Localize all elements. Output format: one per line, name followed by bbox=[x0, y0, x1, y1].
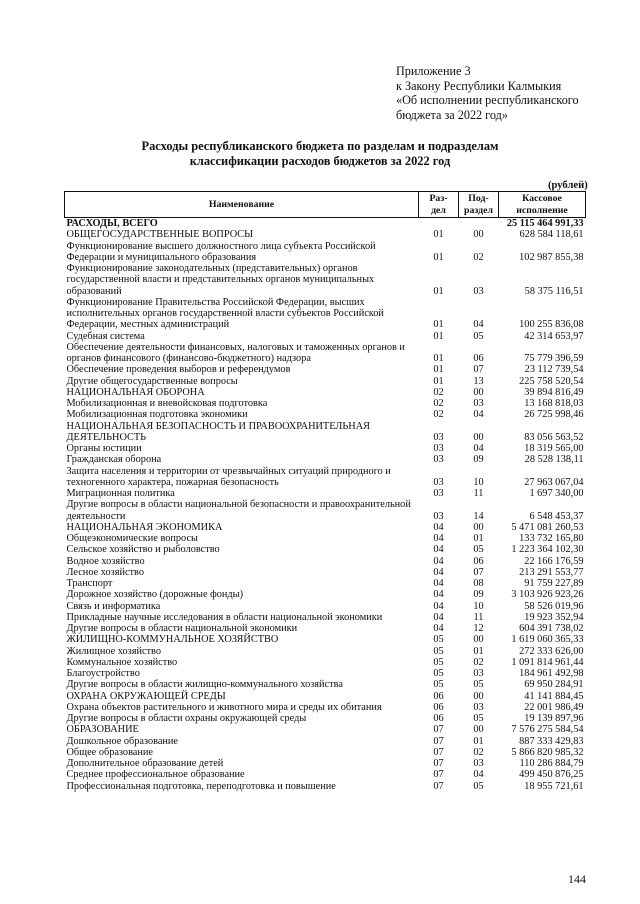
row-amount: 19 139 897,96 bbox=[524, 713, 584, 724]
header-subsection-text: Под- раздел bbox=[464, 193, 493, 216]
row-amount: 18 955 721,61 bbox=[524, 780, 584, 792]
table-row bbox=[65, 702, 586, 713]
row-section: 03 bbox=[433, 454, 444, 466]
row-name: Водное хозяйство bbox=[66, 555, 145, 567]
row-name: Мобилизационная и вневойсковая подготовка bbox=[66, 398, 268, 409]
table-row bbox=[65, 342, 586, 365]
row-section: 05 bbox=[433, 656, 444, 668]
header-name-text: Наименование bbox=[208, 198, 275, 210]
row-section: 07 bbox=[433, 769, 444, 781]
row-subsection: 05 bbox=[473, 780, 484, 792]
row-subsection bbox=[459, 218, 499, 230]
budget-table bbox=[64, 191, 586, 792]
row-name: Миграционная политика bbox=[66, 488, 175, 499]
row-amount: 272 333 626,00 bbox=[519, 645, 584, 657]
row-name: Дополнительное образование детей bbox=[66, 758, 224, 769]
row-name: Функционирование Правительства Российской Федерации, высших исполнительных органов государственной власти субъектов Российской Федерации, местных администраций bbox=[66, 296, 384, 331]
row-section: 04 bbox=[433, 578, 444, 589]
table-row bbox=[65, 331, 586, 342]
row-section: 04 bbox=[433, 533, 444, 544]
row-section: 03 bbox=[433, 476, 444, 488]
row-subsection: 13 bbox=[473, 375, 484, 387]
table-row bbox=[65, 657, 586, 668]
row-amount: 3 103 926 923,26 bbox=[511, 589, 584, 601]
row-subsection: 05 bbox=[473, 330, 484, 342]
row-name: Обеспечение проведения выборов и референдумов bbox=[66, 364, 291, 376]
table-row bbox=[65, 218, 586, 230]
row-amount: 213 291 553,77 bbox=[519, 566, 584, 578]
table-body bbox=[65, 218, 586, 792]
row-amount: 604 391 738,02 bbox=[519, 623, 584, 634]
row-amount: 887 333 429,83 bbox=[519, 735, 584, 747]
row-subsection: 03 bbox=[473, 668, 484, 679]
table-row bbox=[65, 747, 586, 758]
row-name: Мобилизационная подготовка экономики bbox=[66, 409, 248, 421]
table-row bbox=[65, 443, 586, 454]
row-section: 07 bbox=[433, 758, 444, 769]
row-subsection: 00 bbox=[473, 634, 484, 646]
table-row bbox=[65, 691, 586, 702]
row-subsection: 14 bbox=[473, 510, 484, 522]
row-amount: 13 168 818,03 bbox=[524, 398, 584, 409]
table-row bbox=[65, 713, 586, 724]
row-name: Связь и информатика bbox=[66, 600, 161, 612]
row-amount: 100 255 836,08 bbox=[519, 319, 584, 331]
row-name: Другие общегосударственные вопросы bbox=[66, 375, 238, 387]
row-section: 03 bbox=[433, 431, 444, 443]
row-subsection: 01 bbox=[473, 735, 484, 747]
row-amount: 83 056 563,52 bbox=[524, 431, 584, 443]
row-amount: 499 450 876,25 bbox=[519, 769, 584, 781]
row-subsection: 07 bbox=[473, 364, 484, 376]
row-section: 04 bbox=[433, 589, 444, 601]
title-line-1: Расходы республиканского бюджета по разделам и подразделам bbox=[141, 139, 499, 153]
row-subsection: 02 bbox=[473, 251, 484, 263]
table-row bbox=[65, 623, 586, 634]
table-row bbox=[65, 646, 586, 657]
row-subsection: 06 bbox=[473, 555, 484, 567]
table-row bbox=[65, 421, 586, 444]
row-section: 02 bbox=[433, 398, 444, 409]
appendix-note bbox=[396, 64, 579, 122]
row-subsection: 11 bbox=[473, 611, 484, 623]
row-subsection: 11 bbox=[473, 488, 484, 499]
row-subsection: 09 bbox=[473, 454, 484, 466]
header-section-text: Раз- дел bbox=[429, 193, 448, 216]
row-name: ОБРАЗОВАНИЕ bbox=[66, 724, 139, 736]
table-row bbox=[65, 668, 586, 679]
table-row bbox=[65, 364, 586, 375]
row-amount: 41 141 884,45 bbox=[524, 690, 584, 702]
row-name: Профессиональная подготовка, переподготовка и повышение bbox=[66, 780, 336, 792]
table-row bbox=[65, 781, 586, 792]
table-row bbox=[65, 499, 586, 522]
row-subsection: 00 bbox=[473, 229, 484, 241]
row-name: ОХРАНА ОКРУЖАЮЩЕЙ СРЕДЫ bbox=[66, 690, 226, 702]
row-amount: 1 619 060 365,33 bbox=[511, 634, 584, 646]
row-section: 02 bbox=[433, 409, 444, 421]
row-amount: 133 732 165,80 bbox=[519, 533, 584, 544]
row-name: Органы юстиции bbox=[66, 443, 142, 454]
row-amount: 58 526 019,96 bbox=[524, 600, 584, 612]
row-subsection: 10 bbox=[473, 600, 484, 612]
row-section: 01 bbox=[433, 285, 444, 297]
row-name: Благоустройство bbox=[66, 668, 140, 679]
row-section: 03 bbox=[433, 510, 444, 522]
row-amount: 102 987 855,38 bbox=[519, 251, 584, 263]
table-row bbox=[65, 241, 586, 264]
row-amount: 5 866 820 985,32 bbox=[511, 746, 584, 758]
row-name: Сельское хозяйство и рыболовство bbox=[66, 544, 220, 556]
row-section: 04 bbox=[433, 555, 444, 567]
row-subsection: 04 bbox=[473, 443, 484, 454]
row-subsection: 10 bbox=[473, 476, 484, 488]
table-row bbox=[65, 544, 586, 555]
row-subsection: 04 bbox=[473, 409, 484, 421]
row-section: 04 bbox=[433, 566, 444, 578]
row-section: 02 bbox=[433, 386, 444, 398]
row-amount: 1 091 814 961,44 bbox=[511, 656, 584, 668]
row-name: ОБЩЕГОСУДАРСТВЕННЫЕ ВОПРОСЫ bbox=[66, 229, 254, 241]
row-name: Обеспечение деятельности финансовых, налоговых и таможенных органов и органов финансового (финансово-бюджетного) надзора bbox=[66, 341, 405, 364]
row-section: 04 bbox=[433, 623, 444, 634]
row-subsection: 09 bbox=[473, 589, 484, 601]
row-amount: 39 894 816,49 bbox=[524, 386, 584, 398]
row-amount: 42 314 653,97 bbox=[524, 330, 584, 342]
header-amount bbox=[499, 192, 586, 218]
row-section: 05 bbox=[433, 645, 444, 657]
table-row bbox=[65, 634, 586, 645]
row-section bbox=[419, 218, 459, 230]
row-name: Транспорт bbox=[66, 578, 113, 589]
units-label: (рублей) bbox=[548, 180, 588, 191]
table-header-row bbox=[65, 192, 586, 218]
row-subsection: 07 bbox=[473, 566, 484, 578]
row-section: 01 bbox=[433, 353, 444, 364]
row-name: Дошкольное образование bbox=[66, 735, 179, 747]
table-row bbox=[65, 398, 586, 409]
document-title bbox=[0, 139, 640, 169]
table-row bbox=[65, 612, 586, 623]
row-section: 04 bbox=[433, 521, 444, 533]
row-subsection: 02 bbox=[473, 656, 484, 668]
row-section: 07 bbox=[433, 724, 444, 736]
row-amount: 25 115 464 991,33 bbox=[506, 218, 584, 229]
row-section: 03 bbox=[433, 488, 444, 499]
row-subsection: 03 bbox=[473, 758, 484, 769]
row-name: НАЦИОНАЛЬНАЯ ОБОРОНА bbox=[66, 386, 205, 398]
row-subsection: 05 bbox=[473, 713, 484, 724]
row-section: 05 bbox=[433, 668, 444, 679]
row-amount: 7 576 275 584,54 bbox=[511, 724, 584, 736]
row-name: Жилищное хозяйство bbox=[66, 645, 161, 657]
row-subsection: 00 bbox=[473, 386, 484, 398]
row-section: 01 bbox=[433, 364, 444, 376]
row-name: НАЦИОНАЛЬНАЯ БЕЗОПАСНОСТЬ И ПРАВООХРАНИТЕЛЬНАЯ ДЕЯТЕЛЬНОСТЬ bbox=[66, 420, 371, 443]
appendix-line: Приложение 3 bbox=[396, 64, 471, 78]
row-amount: 19 923 352,94 bbox=[524, 611, 584, 623]
table-row bbox=[65, 601, 586, 612]
row-name: Другие вопросы в области охраны окружающей среды bbox=[66, 713, 307, 724]
table-row bbox=[65, 297, 586, 331]
row-subsection: 02 bbox=[473, 746, 484, 758]
table-row bbox=[65, 376, 586, 387]
row-amount: 28 528 138,11 bbox=[524, 454, 584, 466]
table-row bbox=[65, 263, 586, 297]
row-section: 07 bbox=[433, 746, 444, 758]
row-section: 05 bbox=[433, 679, 444, 691]
table-row bbox=[65, 758, 586, 769]
row-name: Общеэкономические вопросы bbox=[66, 533, 198, 544]
row-section: 01 bbox=[433, 319, 444, 331]
row-amount: 26 725 998,46 bbox=[524, 409, 584, 421]
table-row bbox=[65, 229, 586, 240]
row-name: Другие вопросы в области национальной экономики bbox=[66, 623, 298, 634]
row-amount: 110 286 884,79 bbox=[519, 758, 584, 769]
row-name: Среднее профессиональное образование bbox=[66, 769, 245, 781]
row-amount: 225 758 520,54 bbox=[519, 375, 584, 387]
row-section: 06 bbox=[433, 701, 444, 713]
row-section: 07 bbox=[433, 780, 444, 792]
row-amount: 75 779 396,59 bbox=[524, 353, 584, 364]
row-subsection: 03 bbox=[473, 398, 484, 409]
row-subsection: 00 bbox=[473, 724, 484, 736]
row-subsection: 00 bbox=[473, 521, 484, 533]
row-name: Коммунальное хозяйство bbox=[66, 656, 178, 668]
table-row bbox=[65, 454, 586, 465]
row-name: Общее образование bbox=[66, 746, 153, 758]
row-subsection: 00 bbox=[473, 431, 484, 443]
row-section: 03 bbox=[433, 443, 444, 454]
header-name bbox=[65, 192, 419, 218]
row-subsection: 08 bbox=[473, 578, 484, 589]
table-row bbox=[65, 679, 586, 690]
header-amount-text: Кассовое исполнение bbox=[516, 193, 568, 216]
row-amount: 628 584 118,61 bbox=[519, 229, 584, 241]
row-name: Лесное хозяйство bbox=[66, 566, 144, 578]
row-amount: 27 963 067,04 bbox=[524, 476, 584, 488]
row-section: 04 bbox=[433, 600, 444, 612]
row-amount: 22 166 176,59 bbox=[524, 555, 584, 567]
appendix-line: к Закону Республики Калмыкия bbox=[396, 78, 562, 93]
row-name: Функционирование высшего должностного лица субъекта Российской Федерации и муниципального образования bbox=[66, 240, 376, 263]
row-name: Дорожное хозяйство (дорожные фонды) bbox=[66, 589, 244, 601]
row-section: 06 bbox=[433, 690, 444, 702]
row-subsection: 03 bbox=[473, 285, 484, 297]
row-name: Другие вопросы в области жилищно-коммунального хозяйства bbox=[66, 679, 343, 691]
appendix-line: «Об исполнении республиканского bbox=[396, 93, 579, 108]
table-row bbox=[65, 522, 586, 533]
row-section: 05 bbox=[433, 634, 444, 646]
row-amount: 1 223 364 102,30 bbox=[511, 544, 584, 556]
header-subsection bbox=[459, 192, 499, 218]
row-subsection: 01 bbox=[473, 645, 484, 657]
table-row bbox=[65, 736, 586, 747]
row-section: 04 bbox=[433, 611, 444, 623]
table-row bbox=[65, 466, 586, 489]
row-amount: 22 001 986,49 bbox=[524, 701, 584, 713]
row-subsection: 00 bbox=[473, 690, 484, 702]
row-section: 04 bbox=[433, 544, 444, 556]
title-line-2: классификации расходов бюджетов за 2022 год bbox=[189, 154, 451, 168]
table-row bbox=[65, 533, 586, 544]
table-row bbox=[65, 578, 586, 589]
row-section: 01 bbox=[433, 251, 444, 263]
row-name: Защита населения и территории от чрезвычайных ситуаций природного и техногенного характера, пожарная безопасность bbox=[66, 465, 391, 488]
table-row bbox=[65, 409, 586, 420]
row-amount: 5 471 081 260,53 bbox=[511, 521, 584, 533]
row-amount: 23 112 739,54 bbox=[524, 364, 584, 376]
row-section: 01 bbox=[433, 330, 444, 342]
row-section: 01 bbox=[433, 229, 444, 241]
table-row bbox=[65, 589, 586, 600]
row-name: Судебная система bbox=[66, 330, 145, 342]
row-name: НАЦИОНАЛЬНАЯ ЭКОНОМИКА bbox=[66, 521, 223, 533]
row-section: 01 bbox=[433, 375, 444, 387]
row-subsection: 12 bbox=[473, 623, 484, 634]
table-row bbox=[65, 488, 586, 499]
row-section: 07 bbox=[433, 735, 444, 747]
appendix-line: бюджета за 2022 год» bbox=[396, 107, 508, 122]
row-section: 06 bbox=[433, 713, 444, 724]
row-name: Другие вопросы в области национальной безопасности и правоохранительной деятельности bbox=[66, 499, 411, 522]
table-row bbox=[65, 724, 586, 735]
row-subsection: 04 bbox=[473, 319, 484, 331]
row-amount: 1 697 340,00 bbox=[529, 488, 584, 499]
row-subsection: 05 bbox=[473, 679, 484, 691]
row-name: ЖИЛИЩНО-КОММУНАЛЬНОЕ ХОЗЯЙСТВО bbox=[66, 634, 279, 646]
row-name: Прикладные научные исследования в области национальной экономики bbox=[66, 611, 383, 623]
table-row bbox=[65, 769, 586, 780]
header-section bbox=[419, 192, 459, 218]
row-amount: 91 759 227,89 bbox=[524, 578, 584, 589]
table-row bbox=[65, 567, 586, 578]
table-row bbox=[65, 387, 586, 398]
row-name: Гражданская оборона bbox=[66, 454, 162, 466]
row-amount: 184 961 492,98 bbox=[519, 668, 584, 679]
table-row bbox=[65, 556, 586, 567]
row-subsection: 05 bbox=[473, 544, 484, 556]
row-subsection: 01 bbox=[473, 533, 484, 544]
row-name: Охрана объектов растительного и животного мира и среды их обитания bbox=[66, 701, 382, 713]
row-amount: 6 548 453,37 bbox=[529, 510, 584, 522]
row-amount: 69 950 284,91 bbox=[524, 679, 584, 691]
page-number: 144 bbox=[568, 872, 586, 886]
row-amount: 18 319 565,00 bbox=[524, 443, 584, 454]
row-subsection: 06 bbox=[473, 353, 484, 364]
row-name: РАСХОДЫ, ВСЕГО bbox=[66, 218, 158, 229]
row-amount: 58 375 116,51 bbox=[524, 285, 584, 297]
row-name: Функционирование законодательных (представительных) органов государственной власти и представительных органов муниципальных образований bbox=[66, 263, 375, 297]
row-subsection: 04 bbox=[473, 769, 484, 781]
row-subsection: 03 bbox=[473, 701, 484, 713]
